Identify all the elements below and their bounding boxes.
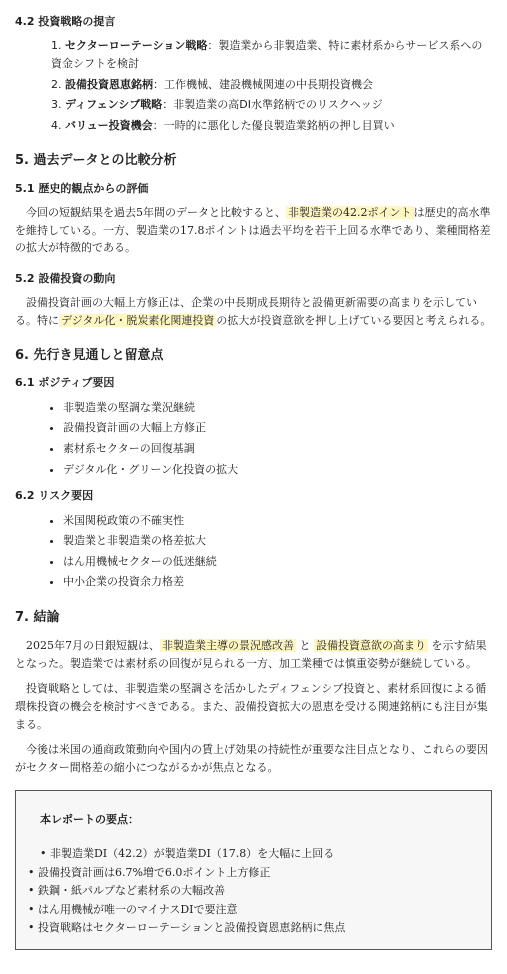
list-item: • 非製造業の堅調な業況継続 (63, 399, 492, 417)
text: の拡大が投資意欲を押し上げている要因と考えられる。 (216, 313, 492, 327)
section-heading: 4.2 投資戦略の提言 (15, 15, 116, 28)
text: 今回の短観結果を過去5年間のデータと比較すると、 (26, 205, 286, 219)
highlight: 非製造業の42.2ポイント (288, 205, 412, 219)
subsection-heading: 6.2 リスク要因 (15, 489, 94, 503)
highlight: デジタル化・脱炭素化関連投資 (61, 313, 215, 327)
list-item: • 製造業と非製造業の格差拡大 (63, 532, 492, 550)
summary-item: • 鉄鋼・紙パルプなど素材系の大幅改善 (28, 884, 225, 898)
section-6 (15, 347, 492, 591)
list-item: • 素材系セクターの回復基調 (63, 440, 492, 458)
section-heading: 7. 結論 (15, 610, 60, 626)
list-item: • デジタル化・グリーン化投資の拡大 (63, 461, 492, 479)
list-item: • 設備投資計画の大幅上方修正 (63, 419, 492, 437)
item-text: ：製造業から非製造業、特に素材系からサービス系への資金シフトを検討 (51, 39, 483, 70)
subsection-heading: 5.1 歴史的観点からの評価 (15, 181, 149, 195)
risk-factors-list (15, 512, 492, 591)
summary-item: • はん用機械が唯一のマイナスDIで要注意 (28, 902, 238, 916)
strategy-list (15, 37, 492, 134)
item-title: セクターローテーション戦略 (65, 39, 208, 53)
paragraph: 今後は米国の通商政策動向や国内の賃上げ効果の持続性が重要な注目点となり、これらの要因がセクター間格差の縮小につながるかが焦点となる。 (15, 743, 488, 774)
text: 2025年7月の日銀短観は、 (26, 639, 160, 653)
list-item (51, 96, 492, 114)
summary-box (15, 790, 492, 950)
list-item (51, 37, 492, 72)
item-title: 設備投資恩恵銘柄 (65, 77, 153, 91)
paragraph (15, 294, 492, 329)
list-item (51, 76, 492, 94)
list-item (51, 117, 492, 135)
item-title: ディフェンシブ戦略 (65, 98, 163, 112)
item-number: 1. (51, 39, 62, 53)
text: 設備投資計画の大幅上方修正は、企業の中長期成長期待と設備更新需要の高まりを示している。特に (15, 296, 477, 327)
item-title: バリュー投資機会 (65, 118, 153, 132)
list-item: • 米国関税政策の不確実性 (63, 512, 492, 530)
summary-title: 本レポートの要点： (40, 813, 139, 827)
text: を示す結果となった。製造業では素材系の回復が見られる一方、加工業種では慎重姿勢が継続している。 (15, 639, 487, 670)
item-text: ：一時的に悪化した優良製造業銘柄の押し目買い (152, 118, 395, 132)
paragraph: 投資戦略としては、非製造業の堅調さを活かしたディフェンシブ投資と、素材系回復による循環株投資の機会を検討すべきである。また、設備投資拡大の恩恵を受ける関連銘柄にも注目が集まる。 (15, 682, 488, 731)
item-text: ：工作機械、建設機械関連の中長期投資機会 (153, 77, 373, 91)
highlight: 非製造業主導の景況感改善 (162, 639, 294, 653)
paragraph (15, 637, 492, 672)
subsection-heading: 6.1 ポジティブ要因 (15, 376, 115, 390)
summary-item: • 非製造業DI（42.2）が製造業DI（17.8）を大幅に上回る (40, 846, 335, 860)
section-heading: 5. 過去データとの比較分析 (15, 153, 177, 169)
summary-item: • 設備投資計画は6.7%増で6.0ポイント上方修正 (28, 865, 271, 879)
summary-item: • 投資戦略はセクターローテーションと設備投資恩恵銘柄に焦点 (28, 921, 346, 935)
item-number: 2. (51, 77, 62, 91)
paragraph (15, 204, 492, 257)
text: は歴史的高水準を維持している。一方、製造業の17.8ポイントは過去平均を若干上回る水準であり、業種間格差の拡大が特徴的である。 (15, 205, 491, 255)
section-heading: 6. 先行き見通しと留意点 (15, 348, 164, 364)
item-number: 3. (51, 98, 62, 112)
section-5 (15, 152, 492, 329)
section-7 (15, 609, 492, 776)
text: と (299, 639, 311, 653)
highlight: 設備投資意欲の高まり (316, 639, 426, 653)
item-number: 4. (51, 118, 62, 132)
section-4-2 (15, 14, 492, 134)
positive-factors-list (15, 399, 492, 478)
list-item: • 中小企業の投資余力格差 (63, 573, 492, 591)
subsection-heading: 5.2 設備投資の動向 (15, 271, 116, 285)
list-item: • はん用機械セクターの低迷継続 (63, 553, 492, 571)
item-text: ：非製造業の高DI水準銘柄でのリスクヘッジ (162, 98, 383, 112)
